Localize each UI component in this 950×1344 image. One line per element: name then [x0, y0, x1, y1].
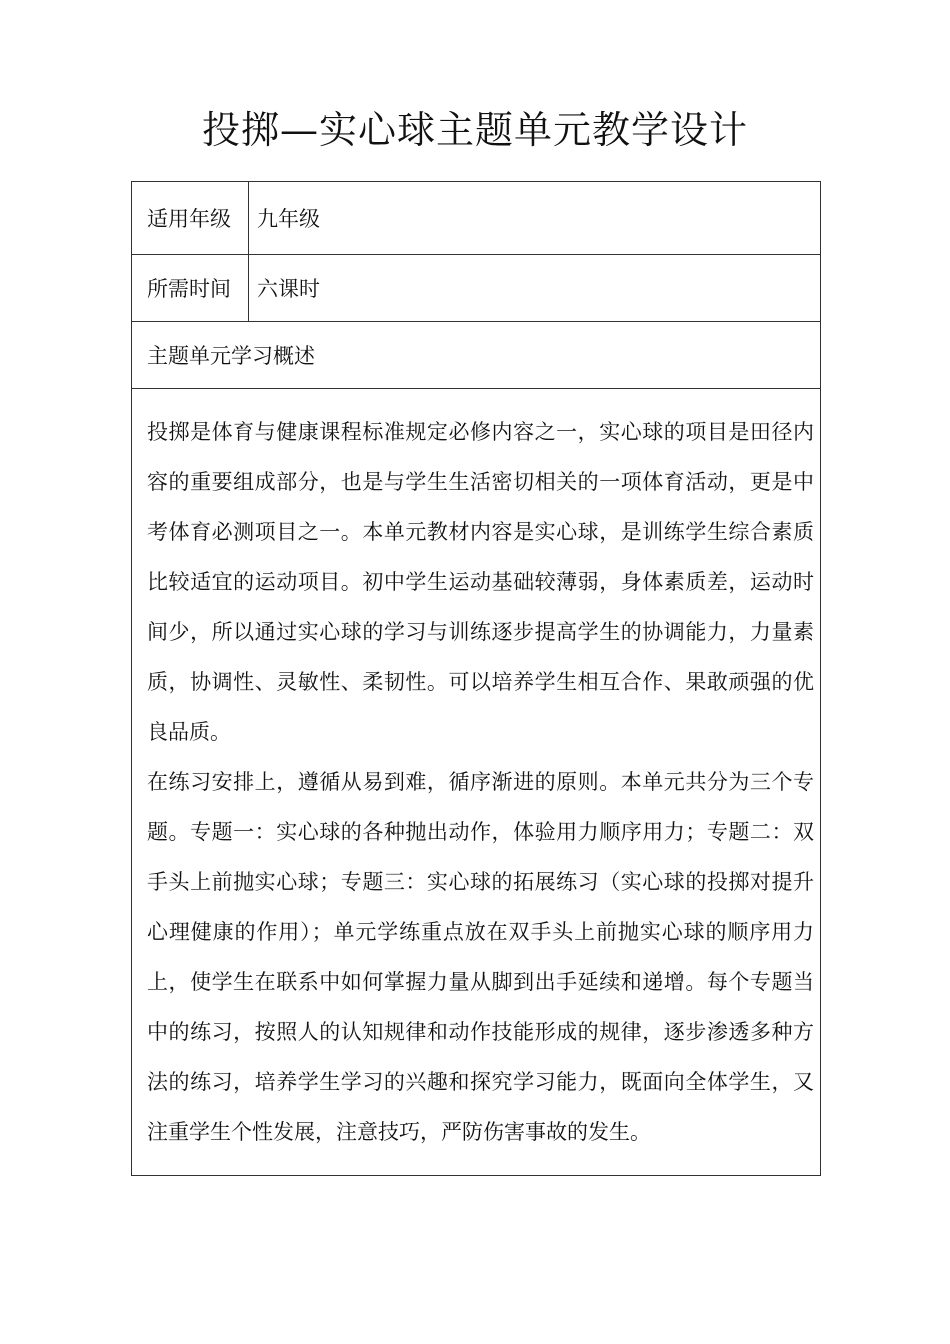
- overview-heading: 主题单元学习概述: [132, 322, 821, 389]
- overview-body: [132, 389, 821, 1176]
- grade-row: [132, 182, 821, 255]
- overview-heading-row: [132, 322, 821, 389]
- grade-value: 九年级: [249, 182, 821, 255]
- time-value: 六课时: [249, 255, 821, 322]
- overview-body-row: [132, 389, 821, 1176]
- overview-paragraph-2: 在练习安排上，遵循从易到难，循序渐进的原则。本单元共分为三个专题。专题一：实心球的各种抛出动作，体验用力顺序用力；专题二：双手头上前抛实心球；专题三：实心球的拓展练习（实心球的投掷对提升心理健康的作用）；单元学练重点放在双手头上前抛实心球的顺序用力上，使学生在联系中如何掌握力量从脚到出手延续和递增。每个专题当中的练习，按照人的认知规律和动作技能形成的规律，逐步渗透多种方法的练习，培养学生学习的兴趣和探究学习能力，既面向全体学生，又注重学生个性发展，注意技巧，严防伤害事故的发生。: [147, 770, 814, 1144]
- time-label: 所需时间: [132, 255, 249, 322]
- lesson-design-table: [131, 181, 821, 1176]
- grade-label: 适用年级: [132, 182, 249, 255]
- document-title: 投掷—实心球主题单元教学设计: [201, 108, 748, 152]
- time-row: [132, 255, 821, 322]
- overview-paragraph-1: 投掷是体育与健康课程标准规定必修内容之一，实心球的项目是田径内容的重要组成部分，也是与学生生活密切相关的一项体育活动，更是中考体育必测项目之一。本单元教材内容是实心球，是训练学生综合素质比较适宜的运动项目。初中学生运动基础较薄弱，身体素质差，运动时间少，所以通过实心球的学习与训练逐步提高学生的协调能力，力量素质，协调性、灵敏性、柔韧性。可以培养学生相互合作、果敢顽强的优良品质。: [147, 420, 814, 744]
